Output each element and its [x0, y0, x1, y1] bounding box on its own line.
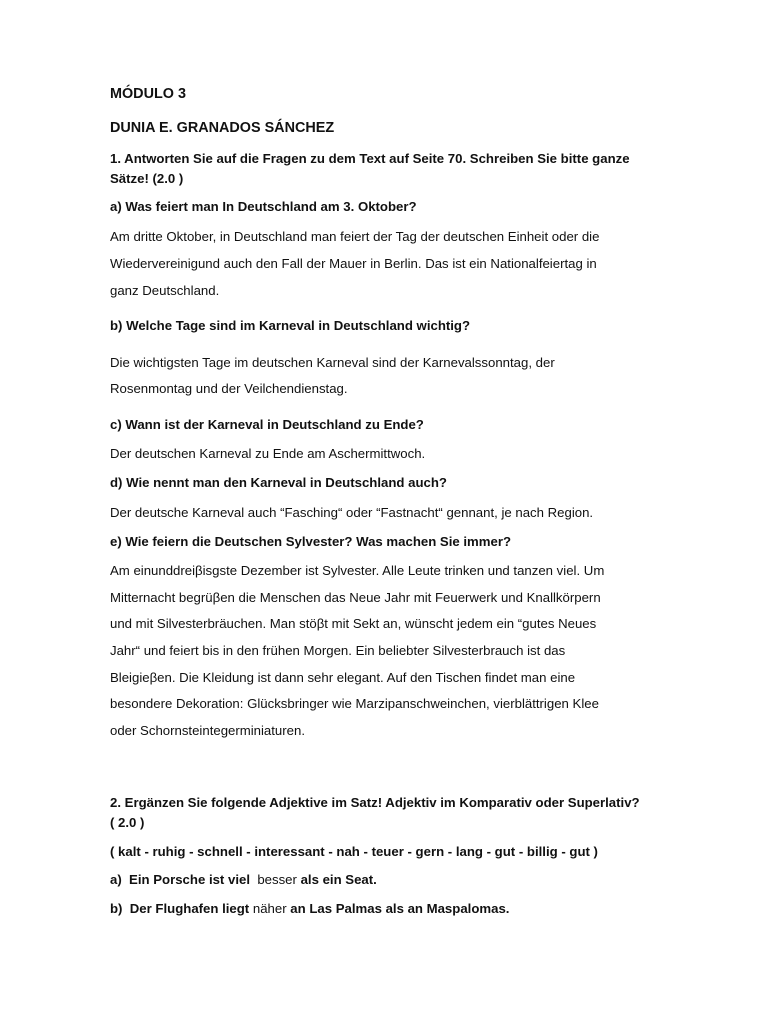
- item-b-prefix: b) Der Flughafen liegt: [110, 901, 253, 916]
- exercise2-item-a: [110, 872, 377, 887]
- answer-e-line3: und mit Silvesterbräuchen. Man stöβt mit Sekt an, wünscht jedem ein “gutes Neues: [110, 616, 597, 631]
- answer-a-line3: ganz Deutschland.: [110, 283, 220, 298]
- module-heading: MÓDULO 3: [110, 86, 186, 102]
- question-b: b) Welche Tage sind im Karneval in Deutschland wichtig?: [110, 318, 471, 333]
- exercise2-title-line2: ( 2.0 ): [110, 815, 145, 830]
- adjective-list: ( kalt - ruhig - schnell - interessant - nah - teuer - gern - lang - gut - billig - gut ): [110, 844, 598, 859]
- answer-e-line5: Bleigieβen. Die Kleidung ist dann sehr elegant. Auf den Tischen findet man eine: [110, 670, 576, 685]
- exercise1-title-line1: 1. Antworten Sie auf die Fragen zu dem Text auf Seite 70. Schreiben Sie bitte ganze: [110, 151, 630, 166]
- answer-e-line6: besondere Dekoration: Glücksbringer wie Marzipanschweinchen, vierblättrigen Klee: [110, 696, 599, 711]
- item-a-answer: besser: [257, 872, 297, 887]
- question-a: a) Was feiert man In Deutschland am 3. Oktober?: [110, 199, 417, 214]
- answer-b-line1: Die wichtigsten Tage im deutschen Karneval sind der Karnevalssonntag, der: [110, 355, 555, 370]
- exercise2-item-b: [110, 901, 509, 916]
- answer-b-line2: Rosenmontag und der Veilchendienstag.: [110, 381, 348, 396]
- question-e: e) Wie feiern die Deutschen Sylvester? Was machen Sie immer?: [110, 534, 512, 549]
- item-b-answer: näher: [252, 901, 287, 916]
- answer-a-line2: Wiedervereinigund auch den Fall der Mauer in Berlin. Das ist ein Nationalfeiertag in: [110, 256, 597, 271]
- exercise1-title-line2: Sätze! (2.0 ): [110, 171, 184, 186]
- answer-e-line1: Am einunddreiβisgste Dezember ist Sylvester. Alle Leute trinken und tanzen viel. Um: [110, 563, 605, 578]
- exercise2-title-line1: 2. Ergänzen Sie folgende Adjektive im Satz! Adjektiv im Komparativ oder Superlativ?: [110, 795, 640, 810]
- question-d: d) Wie nennt man den Karneval in Deutschland auch?: [110, 475, 447, 490]
- student-name: DUNIA E. GRANADOS SÁNCHEZ: [110, 120, 335, 136]
- item-a-suffix: als ein Seat.: [296, 872, 377, 887]
- answer-a-line1: Am dritte Oktober, in Deutschland man feiert der Tag der deutschen Einheit oder die: [110, 229, 600, 244]
- answer-d-line1: Der deutsche Karneval auch “Fasching“ oder “Fastnacht“ gennant, je nach Region.: [110, 505, 594, 520]
- answer-e-line7: oder Schornsteintegerminiaturen.: [110, 723, 305, 738]
- question-c: c) Wann ist der Karneval in Deutschland zu Ende?: [110, 417, 424, 432]
- answer-e-line4: Jahr“ und feiert bis in den frühen Morgen. Ein beliebter Silvesterbrauch ist das: [110, 643, 566, 658]
- item-b-suffix: an Las Palmas als an Maspalomas.: [286, 901, 510, 916]
- answer-e-line2: Mitternacht begrüβen die Menschen das Neue Jahr mit Feuerwerk und Knallkörpern: [110, 590, 601, 605]
- answer-c-line1: Der deutschen Karneval zu Ende am Aschermittwoch.: [110, 446, 426, 461]
- item-a-prefix: a) Ein Porsche ist viel: [110, 872, 258, 887]
